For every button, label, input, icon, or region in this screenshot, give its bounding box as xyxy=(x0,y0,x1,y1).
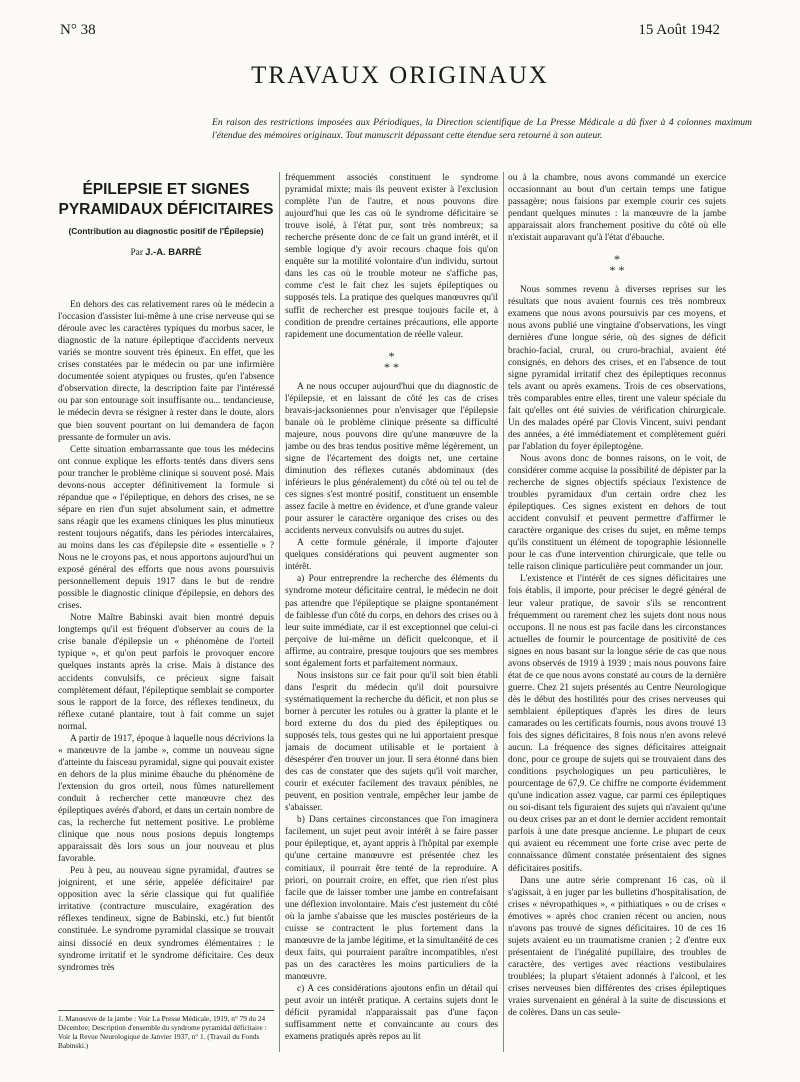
paragraph: Nous avons donc de bonnes raisons, on le voit, de considérer comme acquise la possibilité de dépister par la recherche de signes objectifs spéciaux l'existence de troubles pyramidaux d'un certain ordre chez les épileptiques. Ces signes existent en dehors de tout accident convulsif et peuvent permettre d'affirmer le caractère organique des crises du sujet, en même temps qu'ils constituent un élément de topographie lésionnelle pour le cas d'une intervention chirurgicale, que telle ou telle raison clinique particulière peut commander un jour. xyxy=(508,453,726,573)
paragraph: fréquemment associés constituent le syndrome pyramidal mixte; mais ils peuvent exister à l'exclusion complète l'un de l'autre, et nous pouvons dire aujourd'hui que les cas où le syndrome déficitaire se trouve isolé, à l'état pur, sont très nombreux; sa recherche présente donc de ce fait un grand intérêt, et il semble logique d'y avoir recours chaque fois qu'on enquête sur la motilité volontaire d'un individu, surtout dans les cas où le trouble moteur ne s'affiche pas, comme c'est le fait chez les sujets épileptiques ou supposés tels. La pratique des quelques manœuvres qu'il suffit de rechercher est presque toujours facile et, à condition de prendre certaines précautions, elle apporte rapidement une documentation de réelle valeur. xyxy=(285,173,498,340)
paragraph: b) Dans certaines circonstances que l'on imaginera facilement, un sujet peut avoir intérêt à se faire passer pour épileptique, et, ayant appris à l'hôpital par exemple qu'une certaine manœuvre est présentée chez les comitiaux, il pourrait être tenté de la reproduire. A priori, on pourrait croire, en effet, que rien n'est plus facile que de laisser tomber une jambe en contrefaisant une déflexion involontaire. Mais c'est justement du côté où la jambe s'abaisse que les muscles postérieurs de la cuisse se contractent le plus fortement dans la manœuvre de la jambe légitime, et la simultanéité de ces deux faits, qui pourraient paraître incompatibles, n'est pas un des caractères les moins particuliers de la manœuvre. xyxy=(285,815,498,982)
column-3 xyxy=(508,172,726,1052)
paragraph: Peu à peu, au nouveau signe pyramidal, d'autres se joignirent, et une série, appelée déficitaire¹ par opposition avec la série classique qui fut qualifiée irritative (contracture musculaire, exagération des réflexes tendineux, signe de Babinski, etc.) fut bientôt constituée. Le syndrome pyramidal classique se trouvait ainsi dissocié en deux syndromes élémentaires : le syndrome irritatif et le syndrome déficitaire. Ces deux syndromes très xyxy=(58,866,274,973)
page-header xyxy=(60,22,720,42)
paragraph: ou à la chambre, nous avons commandé un exercice occasionnant au bout d'un certain temps une fatigue passagère; nous faisions par exemple courir ces sujets pendant quelques minutes : la manœuvre de la jambe apparaissait alors franchement positive du côté où elle n'existait auparavant qu'à l'état d'ébauche. xyxy=(508,173,726,244)
paragraph: c) A ces considérations ajoutons enfin un détail qui peut avoir un intérêt pratique. A certains sujets dont le déficit pyramidal n'apparaissait pas d'une façon suffisamment nette et convaincante au cours des examens pratiqués après repos au lit xyxy=(285,984,498,1043)
issue-date: 15 Août 1942 xyxy=(638,22,720,38)
column-divider xyxy=(279,172,280,1052)
paragraph: Cette situation embarrassante que tous les médecins ont connue explique les efforts tentés dans divers sens pour trancher le problème clinique si souvent posé. Mais devons-nous accepter définitivement la formule si répandue que « l'épileptique, en dehors des crises, ne se sépare en rien d'un sujet absolument sain, et admettre sans réagir que les examens cliniques les plus minutieux restent toujours négatifs, dans les périodes intercalaires, au moins dans les cas d'épilepsie dite « essentielle » ? Nous ne le croyons pas, et nous apportons aujourd'hui un exposé général des efforts que nous avons poursuivis personnellement depuis 1917 dans le but de rendre possible le diagnostic clinique d'épilepsie, en dehors des crises. xyxy=(58,444,274,612)
paragraph: Notre Maître Babinski avait bien montré depuis longtemps qu'il est fréquent d'observer au cours de la crise banale d'épilepsie un « phénomène de l'orteil typique », et qu'on peut parfois le provoquer encore quelques instants après la crise. Mais à distance des accidents convulsifs, ce précieux signe faisait complètement défaut, l'épileptique semblait se comporter sous le rapport de la force, des réflexes tendineux, du réflexe cutané plantaire, tout à fait comme un sujet normal. xyxy=(58,613,274,732)
column-2 xyxy=(285,172,498,1052)
article-subtitle: (Contribution au diagnostic positif de l'Épilepsie) xyxy=(68,226,264,236)
section-title: TRAVAUX ORIGINAUX xyxy=(251,62,549,89)
column-divider xyxy=(503,172,504,1052)
author-name: J.-A. BARRÉ xyxy=(145,246,202,257)
paragraph: A ne nous occuper aujourd'hui que du diagnostic de l'épilepsie, et en laissant de côté les cas de crises bravais-jacksoniennes pour n'envisager que l'épilepsie banale où le problème clinique présente sa difficulté majeure, nous pouvons dire qu'une manœuvre de la jambe ou des bras tendus positive même légèrement, un signe de l'écartement des doigts net, une certaine diminution des réflexes cutanés abdominaux (des inférieurs le plus généralement) du côté où tel ou tel de ces signes s'est montré positif, constituent un ensemble assez facile à mettre en évidence, et d'une grande valeur pour assurer le caractère organique des crises ou des accidents nerveux convulsifs ou autres du sujet. xyxy=(285,381,498,537)
section-separator-stars: * * * xyxy=(609,252,625,278)
paragraph: A cette formule générale, il importe d'ajouter quelques considérations qui peuvent augmenter son intérêt. xyxy=(285,538,498,573)
paragraph: L'existence et l'intérêt de ces signes déficitaires une fois établis, il importe, pour préciser le degré général de leur valeur pratique, de savoir s'ils se rencontrent fréquemment ou rarement chez les sujets dont nous nous occupons. Il ne nous est pas facile dans les circonstances actuelles de fournir le pourcentage de positivité de ces signes en nous basant sur la longue série de cas que nous avons observés de 1919 à 1939 ; mais nous pouvons faire état de ce que nous avons constaté au cours de la dernière guerre. Chez 21 sujets présentés au Centre Neurologique dès le début des hostilités pour des crises nerveuses qui semblaient épileptiques d'après les dires de leurs camarades ou les certificats fournis, nous avons trouvé 13 fois des signes déficitaires, 8 fois nous n'en avons relevé aucun. La fréquence des signes déficitaires atteignait donc, pour ce groupe de sujets qui se trouvaient dans des conditions psychologiques un peu particulières, le pourcentage de 67,9. Ce chiffre ne comporte évidemment qu'une indication assez vague, car parmi ces épileptiques ou soi-disant tels figuraient des sujets qui n'avaient qu'une ou deux crises par an et dont le dernier accident remontait parfois à une date presque ancienne. Le plupart de ceux qui avaient eu récemment une forte crise avec perte de connaissance dûment constatée présentaient des signes déficitaires positifs. xyxy=(508,574,726,874)
paragraph: Nous sommes revenu à diverses reprises sur les résultats que nous avaient fournis ces très nombreux examens que nous avons poursuivis par ces moyens, et nous avons publié une vingtaine d'observations, les vingt dernières d'une longue série, où des signes de déficit brachio-facial, crural, ou cruro-brachial, avaient été consignés, en dehors des crises, et en l'absence de tout signe pyramidal irritatif chez des épileptiques reconnus tels avant ou après examens. Trois de ces observations, très comparables entre elles, tirent une valeur spéciale du fait qu'elles ont été suivies de vérification chirurgicale. Un des malades opéré par Clovis Vincent, suivi pendant des années, a été immédiatement et complètement guéri par l'ablation du foyer épileptogène. xyxy=(508,285,726,452)
footnote: 1. Manœuvre de la jambe : Voir La Presse Médicale, 1919, n° 79 du 24 Décembre; Description d'ensemble du syndrome pyramidal déficitaire : Voir la Revue Neurologique de Janvier 1937, n° 1. (Travail du Fonds Babinski.) xyxy=(58,1010,274,1050)
paragraph: A partir de 1917, époque à laquelle nous décrivions la « manœuvre de la jambe », comme un nouveau signe d'atteinte du faisceau pyramidal, signe qui pouvait exister en dehors de la plus minime ébauche du phénomène de l'extension du gros orteil, nous fûmes naturellement conduit à rechercher cette manœuvre chez des épileptiques avérés d'abord, et dans un certain nombre de cas, la recherche fut nettement positive. Le problème clinique que nous nous posions depuis longtemps apparaissait dès lors sous un jour nouveau et plus favorable. xyxy=(58,733,274,865)
author-prefix: Par xyxy=(130,248,143,258)
issue-number: N° 38 xyxy=(60,22,96,38)
section-separator-stars: * * * xyxy=(384,348,399,374)
column-1 xyxy=(58,172,274,1052)
article-byline xyxy=(58,246,274,259)
editorial-notice: En raison des restrictions imposées aux Périodiques, la Direction scientifique de La Presse Médicale a dû fixer à 4 colonnes maximum l'étendue des mémoires originaux. Tout manuscrit dépassant cette étendue sera retourné à son auteur. xyxy=(212,117,752,141)
paragraph: Nous insistons sur ce fait pour qu'il soit bien établi dans l'esprit du médecin qu'il doit poursuivre systématiquement la recherche du déficit, et non plus se borner à percuter les rotules ou à gratter la plante et le bord externe du dos du pied des épileptiques ou supposés tels, tous gestes qui ne lui apportaient presque jamais de document utilisable et le portaient à désespérer d'en trouver un jour. Il sera étonné dans bien des cas de constater que des sujets qu'il voit marcher, courir et exécuter facilement des travaux pénibles, ne peuvent, en position ventrale, empêcher leur jambe de s'abaisser. xyxy=(285,670,498,814)
paragraph: En dehors des cas relativement rares où le médecin a l'occasion d'assister lui-même à une crise nerveuse qui se déroule avec les caractères typiques du morbus sacer, le diagnostic de la nature épileptique d'accidents nerveux variés se montre souvent très épineux. En effet, que les crises constatées par le médecin ou par une infirmière documentée soient atypiques ou frustes, qu'en l'absence d'observation directe, la description faite par l'intéressé ou par son entourage soit insuffisante ou... tendancieuse, le médecin devra se résigner à rester dans le doute, alors que bien souvent pourtant on lui demandera de façon pressante de formuler un avis. xyxy=(58,300,274,443)
article-title: ÉPILEPSIE ET SIGNES PYRAMIDAUX DÉFICITAIRES xyxy=(58,181,274,218)
paragraph: Dans une autre série comprenant 16 cas, où il s'agissait, à en juger par les bulletins d'hospitalisation, de crises « névropathiques », « pithiatiques » ou de crises « émotives » après choc cranien récent ou ancien, nous n'avons pas trouvé de signes déficitaires. 10 de ces 16 sujets avaient eu un traumatisme cranien ; 2 d'entre eux présentaient de l'inégalité pupillaire, des troubles de caractère, des vertiges avec réactions vestibulaires troublées; la plupart s'étaient adonnés à l'alcool, et les crises nerveuses bien différentes des crises épileptiques vraies survenaient en général à la suite de discussions et de colères. Dans un cas seule- xyxy=(508,875,726,1019)
paragraph: a) Pour entreprendre la recherche des éléments du syndrome moteur déficitaire central, le médecin ne doit pas attendre que l'épileptique se plaigne spontanément de faiblesse d'un côté du corps, en dehors des crises ou à leur suite immédiate, car il est exceptionnel que celui-ci perçoive de lui-même un déficit quelconque, et il affirme, au contraire, presque toujours que ses membres sont également forts et parfaitement normaux. xyxy=(285,574,498,669)
